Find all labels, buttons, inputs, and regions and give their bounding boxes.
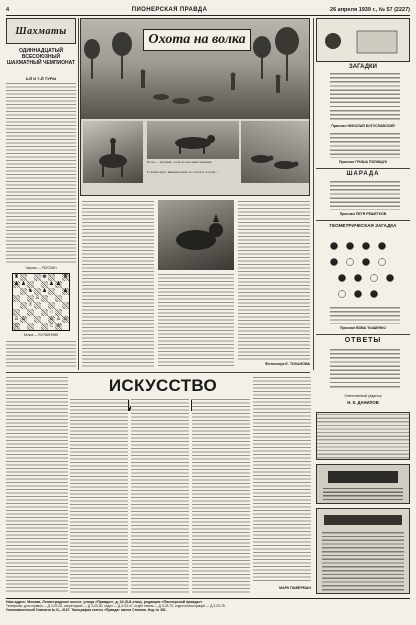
hunt-title: Охота на волка: [148, 32, 246, 47]
chess-square: [41, 309, 48, 316]
chess-square: [27, 281, 34, 288]
chess-square: [13, 323, 20, 330]
geometric-riddle-author: Прислал ВОВА ТЫШЕНКО: [340, 326, 386, 330]
chess-black-label: Черные — РАГОЗИН: [25, 266, 57, 270]
chess-square: [62, 288, 69, 295]
chess-piece: ♙: [56, 315, 61, 322]
chess-square: [62, 323, 69, 330]
hunt-article-col-1: [82, 200, 154, 368]
footer-address: Наш адрес: Москва, Ленинградское шоссе, улица «Правды», д. 24 (5-й этаж), редакция «Пионерской правды».: [6, 600, 203, 604]
chess-square: [48, 302, 55, 309]
chess-square: [55, 281, 62, 288]
masthead: [6, 4, 410, 16]
chess-square: [13, 295, 20, 302]
hunt-photo-credit: Фотоочерк Е. ТИХАНОВА: [265, 362, 310, 366]
chess-piece: ♟: [56, 280, 61, 287]
chess-piece: ♙: [21, 315, 26, 322]
chess-square: [41, 316, 48, 323]
chess-square: [27, 288, 34, 295]
riddles-author: Прислал НИКОЛАЙ БОГУСЛАВСКИЙ: [331, 124, 395, 128]
chess-piece: ♚: [42, 273, 47, 280]
chess-square: [41, 274, 48, 281]
footer-printing: Уполномоченный Главлита № Б—3107. Типография газеты «Правда» имени Сталина. Изд. № 381.: [6, 608, 167, 613]
riddles-author-2: Прислал ГРИША ПОЛИЩУК: [339, 160, 387, 164]
footer: [6, 598, 410, 620]
wolf-closeup-photo: [158, 200, 234, 270]
paper-name: ПИОНЕРСКАЯ ПРАВДА: [131, 6, 208, 13]
chess-piece: ♘: [49, 308, 54, 315]
chess-square: [62, 309, 69, 316]
chess-square: [34, 316, 41, 323]
chess-square: [41, 323, 48, 330]
chess-square: [34, 309, 41, 316]
editor-label: Ответственный редактор: [344, 394, 382, 398]
chess-square: [13, 316, 20, 323]
chess-piece: ♔: [56, 322, 61, 329]
hunt-article-col-2: [158, 273, 234, 368]
dogs-photo: [241, 121, 309, 183]
charade-text: [330, 180, 400, 210]
chess-piece: ♟: [21, 280, 26, 287]
chess-square: [48, 288, 55, 295]
hunt-caption-1: [147, 161, 239, 165]
chess-square: [41, 302, 48, 309]
chess-square: [13, 281, 20, 288]
chess-square: [20, 281, 27, 288]
chess-square: [20, 323, 27, 330]
chess-piece: ♟: [14, 280, 19, 287]
chess-piece: ♙: [63, 315, 68, 322]
chess-square: [48, 316, 55, 323]
chess-square: [55, 274, 62, 281]
answers-title: ОТВЕТЫ: [344, 337, 382, 344]
chess-square: [34, 323, 41, 330]
chess-header-label: Шахматы: [15, 25, 67, 37]
chess-square: [62, 295, 69, 302]
conductor-article-col-2: [131, 398, 189, 594]
chess-square: [20, 295, 27, 302]
chess-square: [41, 295, 48, 302]
geometric-riddle-figure: [326, 238, 400, 304]
conductor-article-col-3: [192, 398, 250, 594]
chess-square: [62, 281, 69, 288]
chess-board: [12, 273, 70, 331]
chess-square: [27, 295, 34, 302]
advertisement-2: [316, 464, 410, 504]
hunt-article-col-3: [238, 200, 310, 360]
hunt-caption-2: [147, 171, 239, 175]
conductor-article-col-4: [253, 376, 311, 582]
chess-square: [27, 274, 34, 281]
chess-square: [13, 288, 20, 295]
riddles-text: [330, 72, 400, 122]
chess-piece: ♞: [28, 287, 33, 294]
page-number: 4: [6, 6, 10, 13]
chess-piece: ♟: [49, 280, 54, 287]
chess-square: [20, 274, 27, 281]
chess-square: [48, 309, 55, 316]
chess-piece: ♜: [14, 273, 19, 280]
hounds-illustration: [241, 121, 309, 183]
chess-square: [27, 302, 34, 309]
chess-square: [48, 281, 55, 288]
conductor-article-author: МАРК ПАВЕРМАН: [279, 586, 311, 590]
chess-square: [34, 302, 41, 309]
lower-left-text: [6, 376, 68, 594]
chess-square: [13, 274, 20, 281]
editor-name: Н. К. ДАНИЛОВ: [347, 400, 379, 405]
chess-article-text: [6, 82, 76, 264]
answers-text: [330, 348, 400, 390]
chess-square: [34, 281, 41, 288]
chess-problem-text: [6, 340, 76, 368]
riddles-header-box: [316, 18, 410, 62]
geometric-riddle-text: [330, 306, 400, 324]
conductor-article-headline: ИСКУССТВО: [108, 376, 218, 395]
chess-square: [34, 295, 41, 302]
chess-piece: ♜: [63, 273, 68, 280]
chess-piece: ♙: [14, 315, 19, 322]
chess-piece: ♙: [35, 294, 40, 301]
chess-square: [41, 288, 48, 295]
chess-square: [20, 302, 27, 309]
hunt-title-plate: [143, 29, 251, 51]
charade-author: Прислал ПЕТЯ РЕШЕТКОВ: [339, 212, 387, 216]
conductor-article-col-1: [70, 398, 128, 594]
chess-white-label: Белые — БОТВИННИК: [23, 333, 59, 337]
chess-square: [13, 309, 20, 316]
geometric-riddle-title: ГЕОМЕТРИЧЕСКАЯ ЗАГАДКА: [329, 223, 397, 228]
chess-square: [41, 281, 48, 288]
chess-section-header: [6, 18, 76, 44]
chess-square: [55, 288, 62, 295]
footer-phones: Телефоны: для справок — Д 3-03-20, секретариат — Д 3-03-30, отдел — Д 3-03-47, отдел писем — Д 3-03-70, отдел иллюстраций — Д 3-03-78.: [6, 604, 226, 609]
chess-tour-heading: 6-Й И 7-Й ТУРЫ: [25, 76, 57, 81]
wolf-closeup-illustration: [158, 200, 234, 270]
chess-square: [48, 274, 55, 281]
chess-piece: ♟: [42, 287, 47, 294]
wolf-photo: [147, 121, 239, 159]
chess-square: [55, 323, 62, 330]
advertisement-1: [316, 412, 410, 460]
chess-square: [55, 302, 62, 309]
chess-square: [55, 309, 62, 316]
chess-square: [55, 316, 62, 323]
hunt-caption-1-text: Волк — хитрый, злой и опасный хищник.: [147, 160, 213, 164]
chess-square: [62, 316, 69, 323]
advertisement-3: [316, 508, 410, 594]
riddles-title: ЗАГАДКИ: [349, 64, 377, 70]
wolf-hunt-photo-essay: [80, 18, 310, 196]
chess-square: [34, 288, 41, 295]
chess-piece: ♖: [14, 322, 19, 329]
chess-square: [20, 309, 27, 316]
chess-piece: ♙: [49, 315, 54, 322]
riddles-text-2: [330, 132, 400, 158]
chess-square: [27, 316, 34, 323]
chess-square: [62, 274, 69, 281]
horse-rider-illustration: [83, 121, 143, 183]
chess-square: [20, 316, 27, 323]
hunt-caption-2-text: Гончие идут внимательно по пути к логову...: [147, 170, 219, 174]
chess-square: [20, 288, 27, 295]
chess-square: [48, 323, 55, 330]
chess-championship-title: ОДИННАДЦАТЫЙ ВСЕСОЮЗНЫЙ ШАХМАТНЫЙ ЧЕМПИОНАТ: [6, 48, 76, 66]
issue-date: 26 апреля 1939 г., № 57 (2227): [330, 6, 410, 13]
chess-square: [27, 309, 34, 316]
chess-square: [55, 295, 62, 302]
chess-piece: ♖: [49, 322, 54, 329]
chess-piece: ♟: [63, 287, 68, 294]
charade-title: ШАРАДА: [346, 171, 380, 177]
chess-square: [34, 274, 41, 281]
chess-square: [62, 302, 69, 309]
wolf-illustration: [147, 121, 239, 159]
chess-square: [48, 295, 55, 302]
chess-square: [13, 302, 20, 309]
riddles-illustration: [317, 19, 411, 63]
chess-piece: ♗: [28, 301, 33, 308]
chess-square: [27, 323, 34, 330]
horseman-photo: [83, 121, 143, 183]
